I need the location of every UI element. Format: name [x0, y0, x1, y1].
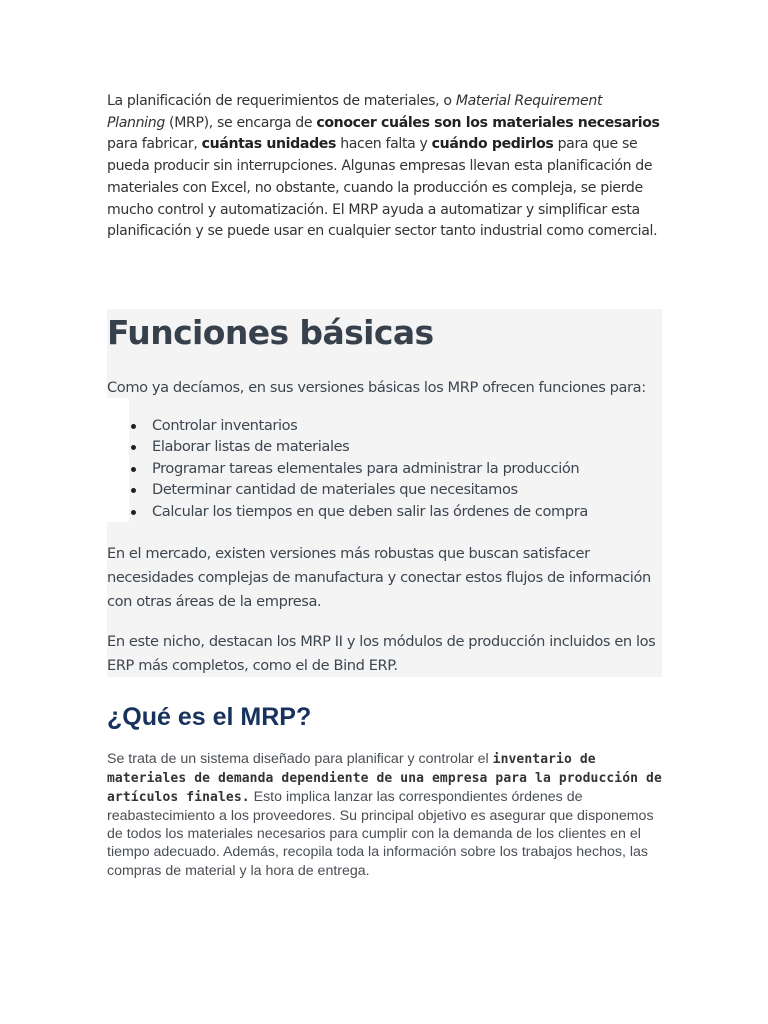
- funciones-heading: Funciones básicas: [107, 313, 434, 352]
- que-es-bold-inventory: inventario de materiales de demanda dependiente de una empresa para la producción de artículos finales.: [107, 752, 662, 806]
- que-es-heading: ¿Qué es el MRP?: [107, 703, 312, 731]
- list-item: Determinar cantidad de materiales que necesitamos: [107, 479, 588, 500]
- intro-paragraph: [107, 91, 662, 243]
- intro-text-5: para fabricar,: [107, 136, 202, 153]
- que-es-paragraph: [107, 750, 667, 880]
- niche-paragraph: En este nicho, destacan los MRP II y los módulos de producción incluidos en los ERP más completos, como el de Bind ERP.: [107, 633, 656, 674]
- list-item: Controlar inventarios: [107, 415, 588, 436]
- intro-bold-when: cuándo pedirlos: [431, 136, 554, 153]
- funciones-lead: Como ya decíamos, en sus versiones básicas los MRP ofrecen funciones para:: [107, 379, 646, 396]
- intro-bold-materials: conocer cuáles son los materiales necesarios: [316, 114, 660, 131]
- intro-text-7: hacen falta y: [336, 136, 432, 153]
- intro-text-1: La planificación de requerimientos de materiales, o: [107, 93, 456, 109]
- intro-bold-units: cuántas unidades: [201, 136, 337, 153]
- que-es-text-1: Se trata de un sistema diseñado para planificar y controlar el: [107, 751, 493, 767]
- que-es-text-3: Esto implica lanzar las correspondientes órdenes de reabastecimiento a los proveedores. Su principal objetivo es asegurar que disponemos de todos los materiales necesarios para cumplir con la demanda de los clientes en el tiempo adecuado. Además, recopila toda la información sobre los trabajos hechos, las compras de material y la hora de entrega.: [107, 789, 654, 879]
- market-paragraph: En el mercado, existen versiones más robustas que buscan satisfacer necesidades complejas de manufactura y conectar estos flujos de información con otras áreas de la empresa.: [107, 545, 651, 610]
- list-item: Elaborar listas de materiales: [107, 436, 588, 457]
- list-item: Programar tareas elementales para administrar la producción: [107, 458, 588, 479]
- intro-term-italic: Material Requirement Planning: [107, 93, 603, 131]
- intro-text-3: (MRP), se encarga de: [164, 114, 317, 131]
- list-item: Calcular los tiempos en que deben salir las órdenes de compra: [107, 501, 588, 522]
- intro-text-9: para que se pueda producir sin interrupciones. Algunas empresas llevan esta planificación de materiales con Excel, no obstante, cuando la producción es compleja, se pierde mucho control y automatización. El MRP ayuda a automatizar y simplificar esta planificación y se puede usar en cualquier sector tanto industrial como comercial.: [107, 136, 658, 240]
- funciones-list: [107, 415, 588, 522]
